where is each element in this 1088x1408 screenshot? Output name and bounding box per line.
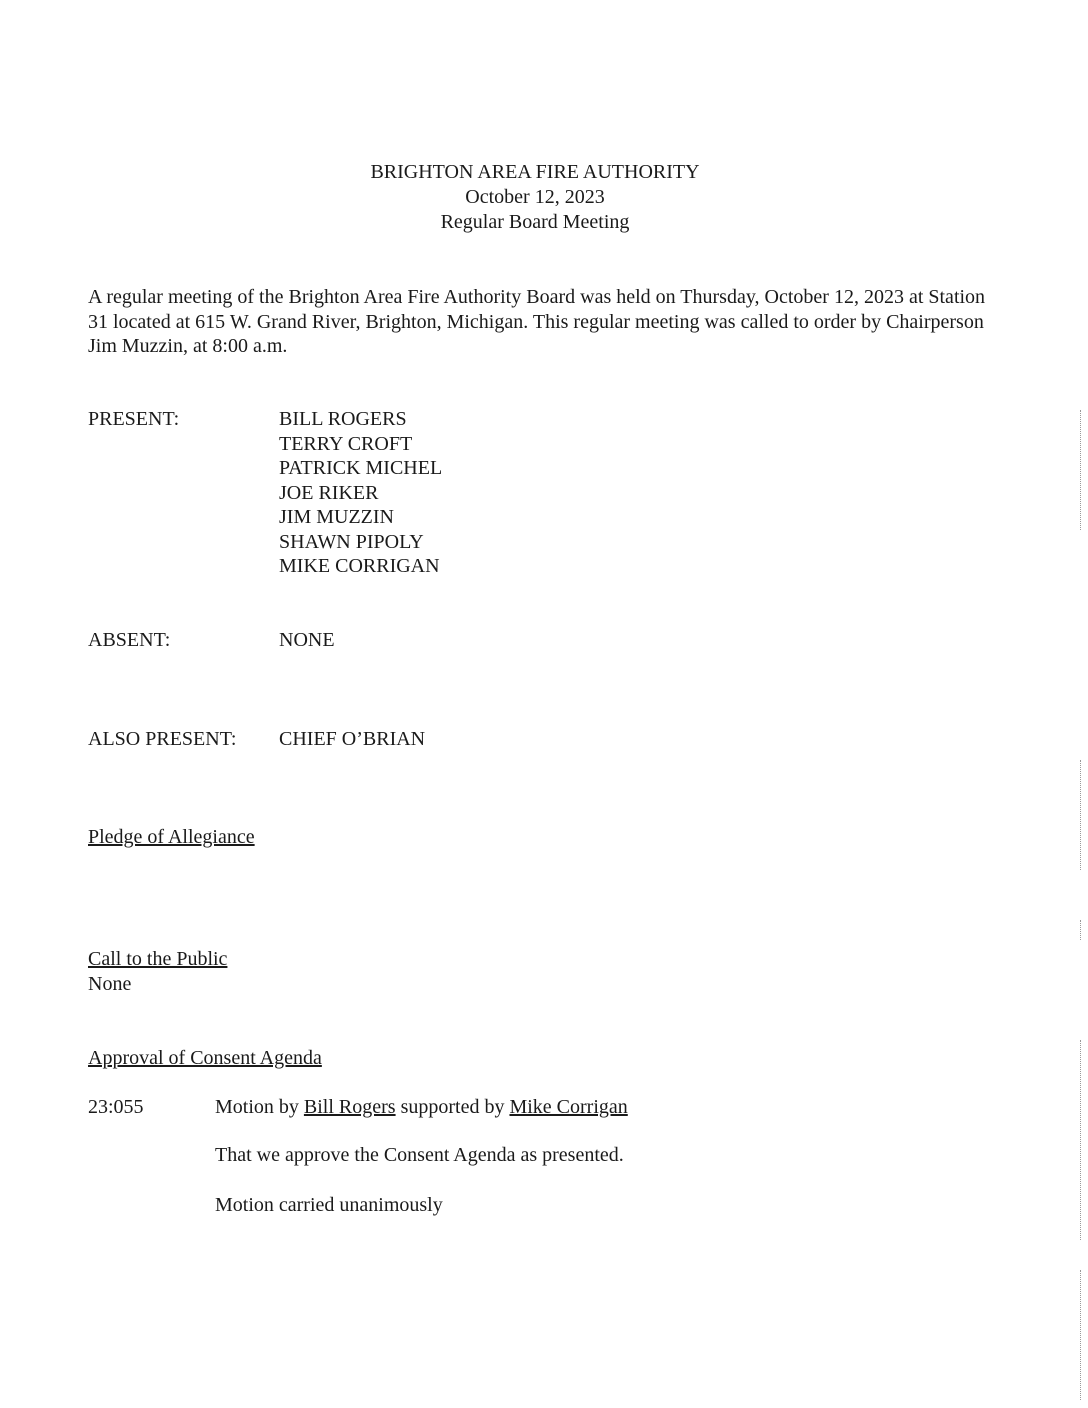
absent-value: NONE bbox=[279, 629, 335, 651]
also-present-label: ALSO PRESENT: bbox=[88, 728, 237, 750]
call-to-public-text: None bbox=[88, 972, 132, 995]
present-member: JOE RIKER bbox=[279, 481, 379, 504]
motion-middle: supported by bbox=[395, 1096, 510, 1118]
call-to-public-heading: Call to the Public bbox=[88, 948, 228, 970]
motion-mover: Bill Rogers bbox=[303, 1096, 396, 1118]
present-member: SHAWN PIPOLY bbox=[279, 530, 424, 553]
pledge-heading: Pledge of Allegiance bbox=[88, 826, 255, 848]
present-member: TERRY CROFT bbox=[279, 432, 413, 455]
present-member: BILL ROGERS bbox=[279, 408, 407, 430]
motion-resolution: That we approve the Consent Agenda as presented. bbox=[215, 1144, 624, 1166]
organization-title: BRIGHTON AREA FIRE AUTHORITY bbox=[370, 161, 700, 183]
present-member: MIKE CORRIGAN bbox=[279, 555, 440, 577]
scan-edge-marks bbox=[1080, 400, 1082, 1400]
present-members-list bbox=[279, 407, 442, 579]
motion-number: 23:055 bbox=[88, 1096, 144, 1118]
motion-supporter: Mike Corrigan bbox=[509, 1096, 628, 1118]
document-header bbox=[0, 160, 1070, 235]
also-present-value: CHIEF O’BRIAN bbox=[279, 728, 426, 750]
motion-result: Motion carried unanimously bbox=[215, 1194, 443, 1216]
present-member: PATRICK MICHEL bbox=[279, 457, 443, 479]
absent-label: ABSENT: bbox=[88, 629, 171, 651]
meeting-type: Regular Board Meeting bbox=[440, 211, 630, 233]
present-member: JIM MUZZIN bbox=[279, 506, 394, 528]
motion-prefix: Motion by bbox=[215, 1096, 304, 1118]
motion-line bbox=[215, 1095, 628, 1120]
present-label: PRESENT: bbox=[88, 408, 180, 430]
meeting-date: October 12, 2023 bbox=[465, 186, 605, 208]
call-to-public-section bbox=[88, 947, 227, 996]
consent-agenda-heading: Approval of Consent Agenda bbox=[88, 1047, 322, 1069]
intro-paragraph: A regular meeting of the Brighton Area Fire Authority Board was held on Thursday, October 12, 2023 at Station 31 located at 615 W. Grand River, Brighton, Michigan. This regular meeting was called to order by Chairperson Jim Muzzin, at 8:00 a.m. bbox=[88, 286, 986, 357]
